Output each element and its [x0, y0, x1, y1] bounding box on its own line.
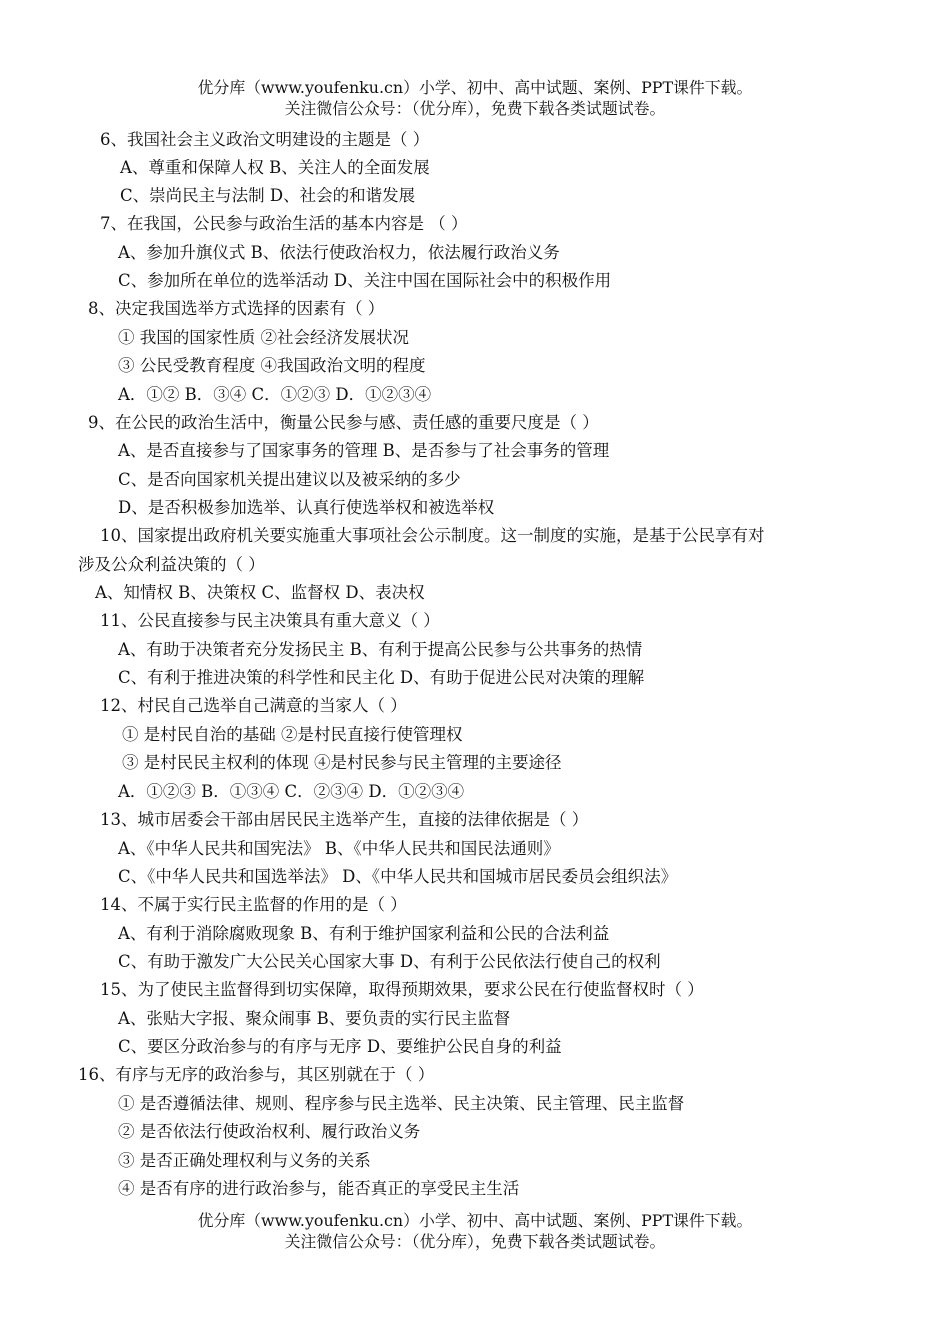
- question-10-continued: 涉及公众利益决策的（ ）: [78, 555, 265, 574]
- option-line: A．①②③ B．①③④ C．②③④ D．①②③④: [118, 782, 465, 801]
- option-line: C、参加所在单位的选举活动 D、关注中国在国际社会中的积极作用: [118, 271, 612, 290]
- question-15: 15、为了使民主监督得到切实保障，取得预期效果，要求公民在行使监督权时（ ）: [100, 980, 704, 999]
- statement-line: ③ 公民受教育程度 ④我国政治文明的程度: [118, 356, 426, 375]
- option-line: C、有利于推进决策的科学性和民主化 D、有助于促进公民对决策的理解: [118, 668, 645, 687]
- question-12: 12、村民自己选举自己满意的当家人（ ）: [100, 696, 407, 715]
- question-6: 6、我国社会主义政治文明建设的主题是（ ）: [100, 130, 430, 149]
- footer-line-2: 关注微信公众号：（优分库），免费下载各类试题试卷。: [284, 1232, 666, 1251]
- option-line: D、是否积极参加选举、认真行使选举权和被选举权: [118, 498, 495, 517]
- option-line: A、有助于决策者充分发扬民主 B、有利于提高公民参与公共事务的热情: [118, 640, 643, 659]
- statement-line: ① 我国的国家性质 ②社会经济发展状况: [118, 328, 409, 347]
- header-line-1: 优分库（www.youfenku.cn）小学、初中、高中试题、案例、PPT课件下载。: [197, 78, 753, 97]
- option-line: A、是否直接参与了国家事务的管理 B、是否参与了社会事务的管理: [118, 441, 610, 460]
- statement-line: ① 是村民自治的基础 ②是村民直接行使管理权: [122, 725, 463, 744]
- option-line: A、参加升旗仪式 B、依法行使政治权力，依法履行政治义务: [118, 243, 560, 262]
- header-line-2: 关注微信公众号：（优分库），免费下载各类试题试卷。: [284, 99, 666, 118]
- question-14: 14、不属于实行民主监督的作用的是（ ）: [100, 895, 407, 914]
- option-line: C、《中华人民共和国选举法》 D、《中华人民共和国城市居民委员会组织法》: [118, 867, 678, 886]
- option-line: A、有利于消除腐败现象 B、有利于维护国家利益和公民的合法利益: [118, 924, 610, 943]
- option-line: C、有助于激发广大公民关心国家大事 D、有利于公民依法行使自己的权利: [118, 952, 661, 971]
- statement-line: ③ 是村民民主权利的体现 ④是村民参与民主管理的主要途径: [122, 753, 562, 772]
- option-line: C、崇尚民主与法制 D、社会的和谐发展: [120, 186, 416, 205]
- question-10: 10、国家提出政府机关要实施重大事项社会公示制度。这一制度的实施，是基于公民享有对: [100, 526, 765, 545]
- option-line: C、是否向国家机关提出建议以及被采纳的多少: [118, 470, 461, 489]
- option-line: A、尊重和保障人权 B、关注人的全面发展: [120, 158, 430, 177]
- question-7: 7、在我国，公民参与政治生活的基本内容是 （ ）: [100, 214, 468, 233]
- statement-line: ④ 是否有序的进行政治参与，能否真正的享受民主生活: [118, 1179, 520, 1198]
- statement-line: ① 是否遵循法律、规则、程序参与民主选举、民主决策、民主管理、民主监督: [118, 1094, 685, 1113]
- question-11: 11、公民直接参与民主决策具有重大意义（ ）: [100, 611, 440, 630]
- statement-line: ③ 是否正确处理权利与义务的关系: [118, 1151, 371, 1170]
- question-9: 9、在公民的政治生活中，衡量公民参与感、责任感的重要尺度是（ ）: [88, 413, 599, 432]
- option-line: A、《中华人民共和国宪法》 B、《中华人民共和国民法通则》: [118, 839, 560, 858]
- footer-line-1: 优分库（www.youfenku.cn）小学、初中、高中试题、案例、PPT课件下载。: [197, 1211, 753, 1230]
- option-line: C、要区分政治参与的有序与无序 D、要维护公民自身的利益: [118, 1037, 562, 1056]
- option-line: A、张贴大字报、聚众闹事 B、要负责的实行民主监督: [118, 1009, 511, 1028]
- option-line: A．①② B．③④ C．①②③ D．①②③④: [118, 385, 432, 404]
- question-8: 8、决定我国选举方式选择的因素有（ ）: [88, 299, 385, 318]
- question-16: 16、有序与无序的政治参与，其区别就在于（ ）: [78, 1065, 435, 1084]
- option-line: A、知情权 B、决策权 C、监督权 D、表决权: [95, 583, 425, 602]
- statement-line: ② 是否依法行使政治权利、履行政治义务: [118, 1122, 421, 1141]
- question-13: 13、城市居委会干部由居民民主选举产生，直接的法律依据是（ ）: [100, 810, 589, 829]
